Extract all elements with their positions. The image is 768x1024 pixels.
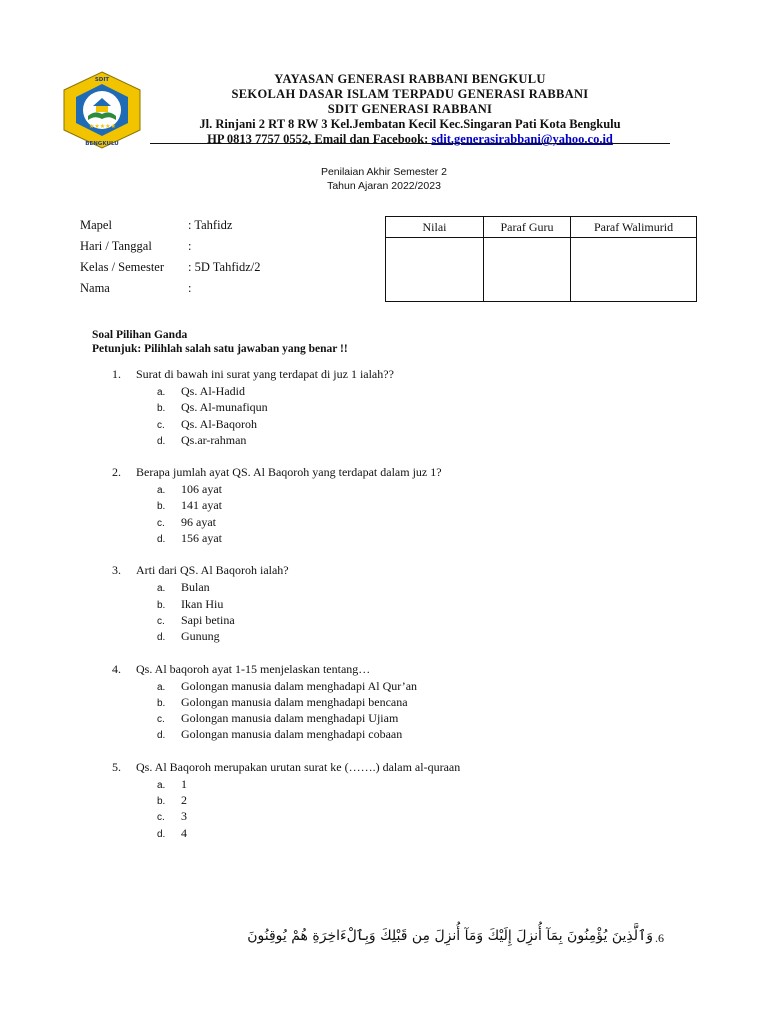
option-text: Golongan manusia dalam menghadapi Al Qur’an [181,678,418,693]
score-header-nilai: Nilai [386,217,484,238]
score-cell-paraf-guru[interactable] [484,238,571,302]
score-cell-nilai[interactable] [386,238,484,302]
question-item [112,759,672,841]
option-letter: b. [157,796,166,808]
answer-option[interactable] [112,694,672,710]
option-letter: a. [157,681,166,693]
option-text: 1 [181,776,187,791]
contact-phone: HP 0813 7757 0552, Email dan Facebook: [207,132,429,146]
answer-option[interactable] [112,710,672,726]
question-text [112,464,672,481]
school-short-name: SDIT GENERASI RABBANI [327,102,493,116]
field-row [80,259,261,280]
option-text: 106 ayat [181,482,222,497]
option-text: Golongan manusia dalam menghadapi cobaan [181,727,403,742]
question-body: Qs. Al baqoroh ayat 1-15 menjelaskan tentang… [136,661,371,676]
question-list [112,366,672,857]
option-letter: b. [157,599,166,611]
question-6-number: .6 [655,931,664,945]
school-contact [150,132,670,147]
logo-bottom-text: BENGKULU [85,141,119,147]
question-body: Qs. Al Baqoroh merupakan urutan surat ke (…….) dalam al-quraan [136,759,461,774]
section-heading [92,328,348,356]
field-label: Kelas / Semester [80,260,165,274]
score-cell-paraf-walimurid[interactable] [571,238,697,302]
answer-option[interactable] [112,530,672,546]
question-item [112,366,672,448]
question-item [112,661,672,743]
option-text: Sapi betina [181,612,235,627]
answer-option[interactable] [112,383,672,399]
option-text: Qs. Al-Baqoroh [181,416,257,431]
field-label: Mapel [80,218,112,232]
field-row [80,280,261,301]
svg-text:★★★★★: ★★★★★ [89,123,116,130]
option-text: 156 ayat [181,531,222,546]
arabic-verse: وَٱلَّذِينَ يُؤْمِنُونَ بِمَآ أُنزِلَ إِلَيْكَ وَمَآ أُنزِلَ مِن قَبْلِكَ وَبِٱلْءَاخِرَةِ هُمْ يُوقِنُونَ [247,928,653,944]
answer-option[interactable] [112,579,672,595]
foundation-name: YAYASAN GENERASI RABBANI BENGKULU [274,72,546,86]
option-text: Golongan manusia dalam menghadapi Ujiam [181,711,399,726]
section-title: Soal Pilihan Ganda [92,329,188,341]
option-letter: b. [157,403,166,415]
answer-option[interactable] [112,726,672,742]
question-text [112,759,672,776]
field-value: : Tahfidz [188,218,233,232]
exam-title-block [0,165,768,193]
question-text [112,661,672,678]
answer-option[interactable] [112,596,672,612]
option-letter: d. [157,730,166,742]
question-number: 3. [112,563,121,578]
question-number: 4. [112,661,121,676]
option-letter: b. [157,697,166,709]
option-letter: d. [157,534,166,546]
answer-option[interactable] [112,776,672,792]
answer-option[interactable] [112,432,672,448]
question-item [112,464,672,546]
option-letter: b. [157,501,166,513]
school-full-name: SEKOLAH DASAR ISLAM TERPADU GENERASI RABBANI [231,87,589,101]
option-letter: a. [157,387,166,398]
letterhead [150,72,670,147]
option-letter: a. [157,583,166,595]
option-letter: c. [157,714,165,726]
question-body: Arti dari QS. Al Baqoroh ialah? [136,563,289,578]
option-letter: c. [157,615,165,627]
logo-top-text: SDIT [94,77,110,83]
score-header-paraf-guru: Paraf Guru [484,217,571,238]
option-text: Qs.ar-rahman [181,432,247,447]
option-text: Qs. Al-munafiqun [181,400,268,415]
answer-option[interactable] [112,792,672,808]
score-table [385,216,697,302]
student-identity-fields [80,217,261,301]
field-label: Nama [80,281,110,295]
answer-option[interactable] [112,416,672,432]
question-number: 5. [112,759,121,774]
answer-option[interactable] [112,628,672,644]
option-text: Bulan [181,580,210,595]
option-text: 2 [181,793,187,808]
question-text [112,562,672,579]
school-logo [60,70,144,150]
option-letter: d. [157,632,166,644]
question-body: Surat di bawah ini surat yang terdapat di juz 1 ialah?? [136,367,394,381]
question-item [112,562,672,644]
answer-option[interactable] [112,825,672,841]
field-row [80,217,261,238]
question-number: 1. [112,367,121,381]
answer-option[interactable] [112,808,672,824]
option-text: 141 ayat [181,498,222,513]
question-number: 2. [112,465,121,480]
field-value: : 5D Tahfidz/2 [188,260,261,274]
question-text [112,366,672,383]
option-text: Qs. Al-Hadid [181,384,245,398]
exam-year: Tahun Ajaran 2022/2023 [327,180,441,192]
score-header-paraf-walimurid: Paraf Walimurid [571,217,697,238]
field-row [80,238,261,259]
option-letter: d. [157,435,166,447]
option-letter: a. [157,779,166,791]
option-text: Golongan manusia dalam menghadapi bencana [181,694,408,709]
letterhead-divider [150,143,670,144]
answer-option[interactable] [112,497,672,513]
section-instruction: Petunjuk: Pilihlah salah satu jawaban yang benar !! [92,343,348,355]
option-letter: c. [157,812,165,824]
field-value: : [188,281,192,295]
option-letter: d. [157,828,166,840]
option-text: 4 [181,825,187,840]
school-address: Jl. Rinjani 2 RT 8 RW 3 Kel.Jembatan Kecil Kec.Singaran Pati Kota Bengkulu [199,117,621,131]
answer-option[interactable] [112,399,672,415]
option-text: Ikan Hiu [181,596,224,611]
option-letter: c. [157,419,165,431]
option-letter: c. [157,517,165,529]
option-text: 96 ayat [181,514,216,529]
field-value: : [188,239,192,253]
field-label: Hari / Tanggal [80,239,152,253]
option-text: Gunung [181,629,220,644]
answer-option[interactable] [112,514,672,530]
answer-option[interactable] [112,678,672,694]
answer-option[interactable] [112,481,672,497]
question-body: Berapa jumlah ayat QS. Al Baqoroh yang terdapat dalam juz 1? [136,465,442,480]
exam-title: Penilaian Akhir Semester 2 [320,166,448,178]
option-text: 3 [181,809,187,824]
answer-option[interactable] [112,612,672,628]
option-letter: a. [157,485,166,497]
contact-email-link[interactable]: sdit.generasirabbani@yahoo.co.id [431,132,613,146]
